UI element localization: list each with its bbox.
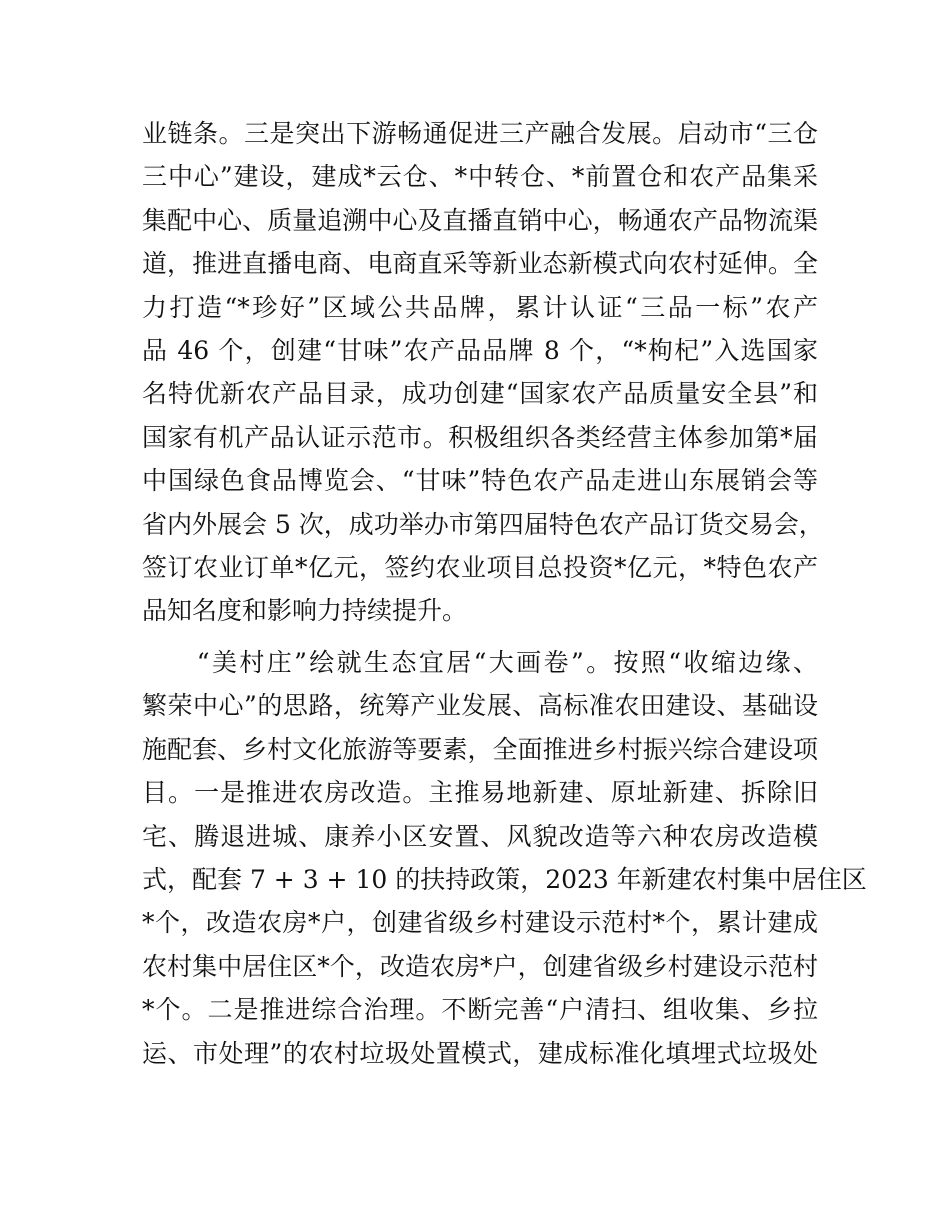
text-line: 三中心”建设，建成*云仓、*中转仓、*前置仓和农产品集采 — [142, 162, 818, 192]
text-line: 宅、腾退进城、康养小区安置、风貌改造等六种农房改造模 — [142, 821, 818, 851]
paragraph-beautiful-village — [142, 641, 867, 1075]
text-line: *个，改造农房*户，创建省级乡村建设示范村*个，累计建成 — [142, 908, 818, 938]
text-line: 中国绿色食品博览会、“甘味”特色农产品走进山东展销会等 — [142, 466, 818, 496]
paragraph-agri-brand — [142, 112, 824, 633]
text-line: 名特优新农产品目录，成功创建“国家农产品质量安全县”和 — [142, 379, 818, 409]
text-line: *个。二是推进综合治理。不断完善“户清扫、组收集、乡拉 — [142, 995, 818, 1025]
text-line: 签订农业订单*亿元，签约农业项目总投资*亿元，*特色农产 — [142, 552, 818, 582]
text-line: 品 46 个，创建“甘味”农产品品牌 8 个，“*枸杞”入选国家 — [142, 335, 818, 365]
text-line: 国家有机产品认证示范市。积极组织各类经营主体参加第*届 — [142, 422, 818, 452]
text-line: 繁荣中心”的思路，统筹产业发展、高标准农田建设、基础设 — [142, 691, 818, 721]
text-line: “美村庄”绘就生态宜居“大画卷”。按照“收缩边缘、 — [142, 648, 818, 677]
text-line: 道，推进直播电商、电商直采等新业态新模式向农村延伸。全 — [142, 249, 818, 279]
text-line: 业链条。三是突出下游畅通促进三产融合发展。启动市“三仓 — [142, 119, 818, 148]
text-line: 农村集中居住区*个，改造农房*户，创建省级乡村建设示范村 — [142, 951, 818, 981]
text-line: 运、市处理”的农村垃圾处置模式，建成标准化填埋式垃圾处 — [142, 1038, 818, 1068]
text-line: 品知名度和影响力持续提升。 — [142, 596, 468, 626]
text-line: 目。一是推进农房改造。主推易地新建、原址新建、拆除旧 — [142, 778, 818, 808]
text-line: 集配中心、质量追溯中心及直播直销中心，畅通农产品物流渠 — [142, 205, 818, 235]
text-line: 力打造“*珍好”区域公共品牌，累计认证“三品一标”农产 — [142, 292, 818, 322]
text-line: 式，配套 7 + 3 + 10 的扶持政策，2023 年新建农村集中居住区 — [142, 864, 867, 894]
text-line: 省内外展会 5 次，成功举办市第四届特色农产品订货交易会， — [142, 509, 824, 539]
text-line: 施配套、乡村文化旅游等要素，全面推进乡村振兴综合建设项 — [142, 734, 818, 764]
